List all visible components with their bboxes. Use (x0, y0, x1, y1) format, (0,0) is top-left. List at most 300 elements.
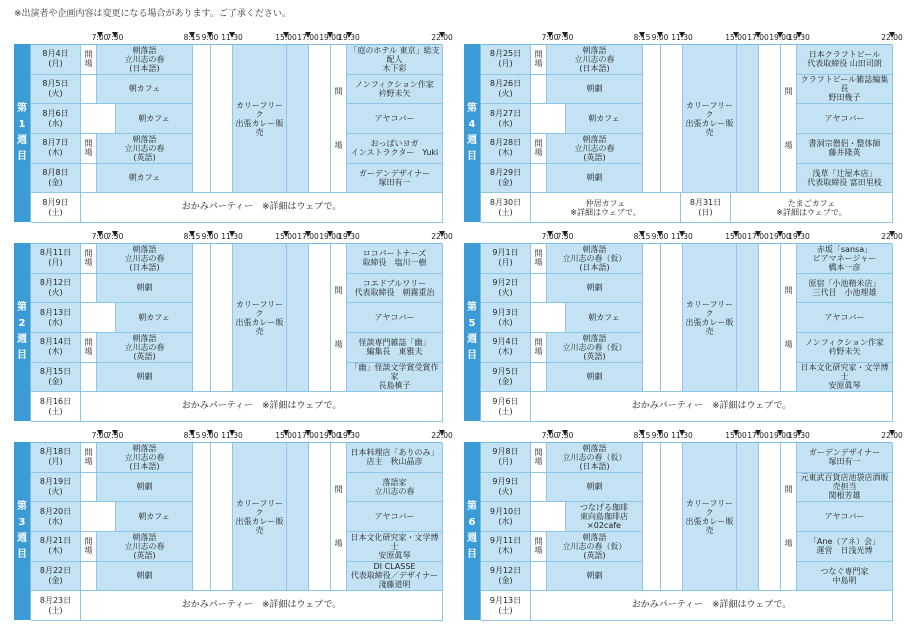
time-marker-icon (657, 32, 663, 38)
date-cell: 8月30日 (土) (481, 193, 531, 223)
open-cell (531, 303, 566, 333)
time-label: 22:00 (431, 431, 453, 440)
evening-event-cell: 日本クラフトビール 代表取締役 山田司朗 (797, 45, 893, 75)
time-marker-icon (97, 430, 103, 436)
open-cell: 開 場 (81, 244, 97, 274)
spacer-cell (643, 244, 661, 392)
open-cell (81, 164, 97, 194)
time-marker-icon (189, 32, 195, 38)
time-header (480, 431, 903, 442)
time-marker-icon (112, 32, 118, 38)
time-label: 7:30 (556, 33, 574, 42)
date-cell: 9月9日 (火) (481, 473, 531, 503)
evening-event-cell: ガーデンデザイナー 塚田有一 (797, 443, 893, 473)
party-cell: おかみパーティー ※詳細はウェブで。 (531, 591, 893, 621)
party-cell: おかみパーティー ※詳細はウェブで。 (531, 392, 893, 422)
morning-event-cell: 朝劇 (547, 473, 643, 503)
date-cell: 8月11日 (月) (31, 244, 81, 274)
time-label: 19:00 (769, 33, 791, 42)
date-cell: 8月7日 (木) (31, 134, 81, 164)
time-label: 9:00 (651, 33, 669, 42)
date-cell: 8月21日 (木) (31, 532, 81, 562)
date-cell: 8月16日 (土) (31, 392, 81, 422)
open-cell (531, 104, 566, 134)
time-label: 9:00 (651, 232, 669, 241)
time-marker-icon (547, 32, 553, 38)
time-label: 19:00 (319, 232, 341, 241)
morning-event-cell: 朝劇 (547, 164, 643, 194)
morning-event-cell: 朝カフェ (116, 104, 193, 134)
time-label: 22:00 (431, 232, 453, 241)
week-label (464, 243, 480, 421)
time-marker-icon (547, 231, 553, 237)
schedule-grid (480, 442, 892, 620)
open-cell: 開 場 (531, 333, 547, 363)
evening-event-cell: おっぱいヨガ インストラクター Yuki (347, 134, 443, 164)
time-label: 8:15 (183, 33, 201, 42)
morning-event-cell: 朝劇 (547, 363, 643, 393)
curry-cell: カリーフリーク 出張カレー販売 (233, 244, 287, 392)
schedule-grid (480, 243, 892, 421)
evening-event-cell: 日本文化研究家・文学博士 安原眞琴 (797, 363, 893, 393)
time-marker-icon (229, 430, 235, 436)
morning-event-cell: 朝落語 立川志の春 (日本語) (547, 45, 643, 75)
schedule-grid (30, 243, 442, 421)
time-label: 15:00 (725, 232, 747, 241)
date-cell: 8月6日 (水) (31, 104, 81, 134)
time-label: 7:00 (91, 33, 109, 42)
date-cell: 9月5日 (金) (481, 363, 531, 393)
evening-event-cell: ノンフィクション作家 衿野未矢 (347, 75, 443, 105)
spacer-cell (211, 443, 233, 591)
morning-event-cell: 朝落語 立川志の春（仮） (英語) (547, 532, 643, 562)
date-cell: 9月4日 (木) (481, 333, 531, 363)
curry-cell: カリーフリーク 出張カレー販売 (683, 443, 737, 591)
morning-event-cell: 朝落語 立川志の春 (日本語) (97, 443, 193, 473)
time-marker-icon (889, 32, 895, 38)
time-marker-icon (679, 231, 685, 237)
time-label: 17:00 (747, 33, 769, 42)
time-label: 7:30 (106, 33, 124, 42)
date-cell: 9月2日 (火) (481, 274, 531, 304)
spacer-cell (643, 45, 661, 193)
evening-event-cell: 書洞宗僧侶・整体師 藤井隆英 (797, 134, 893, 164)
open-cell (81, 562, 97, 592)
open-cell: 開 場 (531, 45, 547, 75)
time-label: 11:30 (221, 33, 243, 42)
morning-event-cell: 朝落語 立川志の春（仮） (日本語) (547, 443, 643, 473)
evening-open-cell: 開 場 (331, 45, 347, 193)
time-label: 9:00 (201, 431, 219, 440)
week-label-char: 週 (467, 533, 477, 544)
time-label: 8:15 (633, 232, 651, 241)
morning-event-cell: 朝カフェ (566, 303, 643, 333)
morning-event-cell: 朝カフェ (97, 75, 193, 105)
date-cell: 8月15日 (金) (31, 363, 81, 393)
open-cell: 開 場 (531, 443, 547, 473)
week-label-char: 目 (467, 151, 477, 162)
schedule-grid (30, 44, 442, 222)
date-cell: 8月4日 (月) (31, 45, 81, 75)
morning-event-cell: 朝劇 (547, 562, 643, 592)
spacer-cell (309, 45, 331, 193)
evening-event-cell: 元東武百貨店池袋店酒販売担当 関根芳雄 (797, 473, 893, 503)
time-label: 7:00 (541, 33, 559, 42)
time-marker-icon (207, 430, 213, 436)
time-marker-icon (733, 231, 739, 237)
open-cell (531, 473, 547, 503)
time-header (480, 232, 903, 243)
time-label: 8:15 (183, 431, 201, 440)
week-label-char: 週 (17, 334, 27, 345)
spacer-cell (661, 244, 683, 392)
time-marker-icon (189, 430, 195, 436)
time-marker-icon (733, 32, 739, 38)
time-marker-icon (639, 231, 645, 237)
time-label: 7:00 (541, 232, 559, 241)
week-label-char: 週 (467, 334, 477, 345)
time-label: 22:00 (881, 431, 903, 440)
time-marker-icon (346, 32, 352, 38)
week-block (464, 33, 903, 224)
week-label-char: 目 (17, 549, 27, 560)
evening-event-cell: 「幽」怪談文学賞受賞作家 長島槙子 (347, 363, 443, 393)
week-label (14, 44, 30, 222)
time-marker-icon (346, 231, 352, 237)
time-label: 15:00 (725, 431, 747, 440)
morning-event-cell: 朝カフェ (566, 104, 643, 134)
week-label (14, 243, 30, 421)
time-marker-icon (755, 32, 761, 38)
week-label-char: 1 (18, 119, 26, 130)
time-header (30, 33, 453, 44)
evening-event-cell: アヤコバー (797, 303, 893, 333)
time-label: 19:30 (338, 33, 360, 42)
evening-event-cell: 原宿「小池精米店」 三代目 小池理雄 (797, 274, 893, 304)
open-cell (531, 164, 547, 194)
schedule-grid (30, 442, 442, 620)
time-label: 19:00 (319, 33, 341, 42)
date-cell: 9月6日 (土) (481, 392, 531, 422)
time-marker-icon (755, 430, 761, 436)
time-marker-icon (327, 231, 333, 237)
evening-open-cell: 開 場 (781, 244, 797, 392)
week-block (14, 33, 453, 224)
date-cell: 8月18日 (月) (31, 443, 81, 473)
morning-event-cell: 朝落語 立川志の春 (日本語) (97, 244, 193, 274)
morning-event-cell: 朝カフェ (97, 164, 193, 194)
evening-event-cell: クラフトビール雑誌編集長 野田幾子 (797, 75, 893, 105)
week-label (14, 442, 30, 620)
time-marker-icon (755, 231, 761, 237)
open-cell: 開 場 (81, 45, 97, 75)
date-cell: 8月23日 (土) (31, 591, 81, 621)
time-marker-icon (97, 32, 103, 38)
time-label: 19:30 (788, 232, 810, 241)
date-cell: 9月13日 (土) (481, 591, 531, 621)
evening-event-cell: ロコパートナーズ 取締役 塩川一樹 (347, 244, 443, 274)
time-label: 15:00 (725, 33, 747, 42)
evening-event-cell: つなぐ専門家 中島明 (797, 562, 893, 592)
date-cell: 8月31日 (日) (681, 193, 731, 223)
date-cell: 8月13日 (水) (31, 303, 81, 333)
spacer-cell (759, 244, 781, 392)
spacer-cell (309, 443, 331, 591)
time-label: 17:00 (747, 232, 769, 241)
evening-event-cell: 赤坂「sansa」 ビアマネージャー 橋本一彦 (797, 244, 893, 274)
week-label-char: 3 (18, 517, 26, 528)
time-marker-icon (112, 430, 118, 436)
time-label: 11:30 (671, 431, 693, 440)
spacer-cell (287, 244, 309, 392)
open-cell: 開 場 (81, 134, 97, 164)
party-cell: おかみパーティー ※詳細はウェブで。 (81, 591, 443, 621)
event-cell: たまごカフェ ※詳細はウェブで。 (731, 193, 893, 223)
spacer-cell (309, 244, 331, 392)
spacer-cell (287, 45, 309, 193)
evening-event-cell: アヤコバー (347, 104, 443, 134)
morning-event-cell: 朝カフェ (116, 303, 193, 333)
open-cell (81, 274, 97, 304)
week-label-char: 目 (467, 549, 477, 560)
time-label: 19:00 (769, 431, 791, 440)
morning-event-cell: 朝劇 (547, 274, 643, 304)
open-cell (81, 303, 116, 333)
time-marker-icon (562, 231, 568, 237)
date-cell: 8月26日 (火) (481, 75, 531, 105)
date-cell: 9月11日 (木) (481, 532, 531, 562)
open-cell (531, 502, 566, 532)
time-marker-icon (207, 32, 213, 38)
time-label: 8:15 (183, 232, 201, 241)
time-marker-icon (562, 430, 568, 436)
time-label: 19:00 (319, 431, 341, 440)
week-label-char: 第 (17, 501, 27, 512)
time-label: 19:30 (338, 431, 360, 440)
time-label: 22:00 (881, 232, 903, 241)
spacer-cell (211, 244, 233, 392)
time-label: 7:30 (106, 232, 124, 241)
week-label-char: 4 (468, 119, 476, 130)
time-label: 8:15 (633, 33, 651, 42)
open-cell (81, 104, 116, 134)
time-label: 17:00 (747, 431, 769, 440)
week-label-char: 5 (468, 318, 476, 329)
open-cell: 開 場 (531, 244, 547, 274)
evening-event-cell: 怪談専門雑誌「幽」 編集長 東雅夫 (347, 333, 443, 363)
notice-text: ※出演者や企画内容は変更になる場合があります。ご了承ください。 (14, 9, 291, 19)
open-cell (531, 363, 547, 393)
time-marker-icon (889, 231, 895, 237)
open-cell (531, 75, 547, 105)
open-cell (531, 562, 547, 592)
time-marker-icon (547, 430, 553, 436)
time-label: 7:30 (106, 431, 124, 440)
morning-event-cell: 朝劇 (97, 473, 193, 503)
spacer-cell (737, 443, 759, 591)
week-label (464, 442, 480, 620)
time-marker-icon (657, 231, 663, 237)
week-label-char: 目 (467, 350, 477, 361)
party-cell: おかみパーティー ※詳細はウェブで。 (81, 193, 443, 223)
week-label-char: 目 (17, 151, 27, 162)
time-marker-icon (283, 430, 289, 436)
time-label: 17:00 (297, 232, 319, 241)
open-cell (531, 274, 547, 304)
time-marker-icon (796, 430, 802, 436)
time-marker-icon (112, 231, 118, 237)
curry-cell: カリーフリーク 出張カレー販売 (233, 443, 287, 591)
morning-event-cell: 朝落語 立川志の春（仮） (英語) (547, 333, 643, 363)
spacer-cell (287, 443, 309, 591)
spacer-cell (737, 244, 759, 392)
time-marker-icon (639, 32, 645, 38)
time-label: 9:00 (201, 232, 219, 241)
open-cell (81, 502, 116, 532)
time-label: 15:00 (275, 33, 297, 42)
time-label: 7:30 (556, 232, 574, 241)
evening-open-cell: 開 場 (781, 443, 797, 591)
time-label: 11:30 (221, 232, 243, 241)
evening-event-cell: ガーデンデザイナー 塚田有一 (347, 164, 443, 194)
date-cell: 8月25日 (月) (481, 45, 531, 75)
time-marker-icon (439, 231, 445, 237)
time-label: 11:30 (671, 33, 693, 42)
morning-event-cell: つなげる珈琲 東向島珈琲店 ×02cafe (566, 502, 643, 532)
morning-event-cell: 朝劇 (97, 274, 193, 304)
time-label: 11:30 (221, 431, 243, 440)
morning-event-cell: 朝落語 立川志の春 (日本語) (97, 45, 193, 75)
morning-event-cell: 朝劇 (547, 75, 643, 105)
time-label: 8:15 (633, 431, 651, 440)
week-block (14, 431, 453, 622)
time-marker-icon (889, 430, 895, 436)
spacer-cell (193, 443, 211, 591)
time-label: 9:00 (201, 33, 219, 42)
time-label: 19:30 (788, 33, 810, 42)
week-label-char: 第 (17, 103, 27, 114)
evening-event-cell: 落語家 立川志の春 (347, 473, 443, 503)
open-cell: 開 場 (81, 443, 97, 473)
time-header (30, 232, 453, 243)
evening-open-cell: 開 場 (781, 45, 797, 193)
morning-event-cell: 朝落語 立川志の春 (英語) (547, 134, 643, 164)
evening-event-cell: DI CLASSE 代表取締役／デザイナー 淺藤道明 (347, 562, 443, 592)
schedule-grid (480, 44, 892, 222)
time-marker-icon (305, 430, 311, 436)
time-marker-icon (207, 231, 213, 237)
time-marker-icon (327, 430, 333, 436)
evening-event-cell: アヤコバー (797, 502, 893, 532)
morning-event-cell: 朝劇 (97, 562, 193, 592)
open-cell (81, 75, 97, 105)
time-label: 15:00 (275, 232, 297, 241)
time-marker-icon (283, 32, 289, 38)
time-label: 7:00 (91, 232, 109, 241)
morning-event-cell: 朝劇 (97, 363, 193, 393)
week-block (14, 232, 453, 423)
date-cell: 9月1日 (月) (481, 244, 531, 274)
spacer-cell (737, 45, 759, 193)
spacer-cell (759, 45, 781, 193)
time-marker-icon (562, 32, 568, 38)
time-marker-icon (777, 231, 783, 237)
time-marker-icon (777, 430, 783, 436)
time-marker-icon (305, 32, 311, 38)
time-marker-icon (346, 430, 352, 436)
week-label-char: 第 (467, 103, 477, 114)
evening-event-cell: 「Ane（アネ）会」 運営 日浅光博 (797, 532, 893, 562)
time-marker-icon (283, 231, 289, 237)
evening-event-cell: アヤコバー (347, 502, 443, 532)
time-marker-icon (439, 430, 445, 436)
date-cell: 8月20日 (水) (31, 502, 81, 532)
week-label (464, 44, 480, 222)
time-marker-icon (305, 231, 311, 237)
date-cell: 8月19日 (火) (31, 473, 81, 503)
spacer-cell (193, 45, 211, 193)
date-cell: 8月29日 (金) (481, 164, 531, 194)
spacer-cell (211, 45, 233, 193)
time-label: 17:00 (297, 431, 319, 440)
evening-event-cell: 浅草「辻屋本店」 代表取締役 富田里枝 (797, 164, 893, 194)
morning-event-cell: 朝落語 立川志の春 (英語) (97, 333, 193, 363)
morning-event-cell: 朝カフェ (116, 502, 193, 532)
week-label-char: 第 (17, 302, 27, 313)
open-cell: 開 場 (81, 333, 97, 363)
date-cell: 8月28日 (木) (481, 134, 531, 164)
evening-event-cell: アヤコバー (797, 104, 893, 134)
date-cell: 8月14日 (木) (31, 333, 81, 363)
spacer-cell (643, 443, 661, 591)
time-label: 17:00 (297, 33, 319, 42)
evening-event-cell: ノンフィクション作家 衿野未矢 (797, 333, 893, 363)
week-block (464, 431, 903, 622)
week-label-char: 週 (17, 135, 27, 146)
open-cell: 開 場 (81, 532, 97, 562)
time-marker-icon (97, 231, 103, 237)
date-cell: 9月8日 (月) (481, 443, 531, 473)
time-label: 22:00 (881, 33, 903, 42)
spacer-cell (661, 443, 683, 591)
week-label-char: 目 (17, 350, 27, 361)
time-label: 7:00 (541, 431, 559, 440)
spacer-cell (759, 443, 781, 591)
time-label: 9:00 (651, 431, 669, 440)
time-marker-icon (796, 32, 802, 38)
time-marker-icon (189, 231, 195, 237)
date-cell: 8月22日 (金) (31, 562, 81, 592)
time-marker-icon (679, 32, 685, 38)
party-cell: おかみパーティー ※詳細はウェブで。 (81, 392, 443, 422)
time-header (480, 33, 903, 44)
evening-event-cell: 「庭のホテル 東京」総支配人 木下彩 (347, 45, 443, 75)
open-cell (81, 473, 97, 503)
week-block (464, 232, 903, 423)
morning-event-cell: 朝落語 立川志の春 (英語) (97, 134, 193, 164)
open-cell: 開 場 (531, 134, 547, 164)
spacer-cell (193, 244, 211, 392)
date-cell: 8月9日 (土) (31, 193, 81, 223)
spacer-cell (661, 45, 683, 193)
evening-event-cell: コエドブルワリー 代表取締役 朝霧重治 (347, 274, 443, 304)
morning-event-cell: 朝落語 立川志の春 (英語) (97, 532, 193, 562)
time-marker-icon (439, 32, 445, 38)
time-marker-icon (796, 231, 802, 237)
event-cell: 仲居カフェ ※詳細はウェブで。 (531, 193, 681, 223)
evening-event-cell: アヤコバー (347, 303, 443, 333)
time-label: 11:30 (671, 232, 693, 241)
